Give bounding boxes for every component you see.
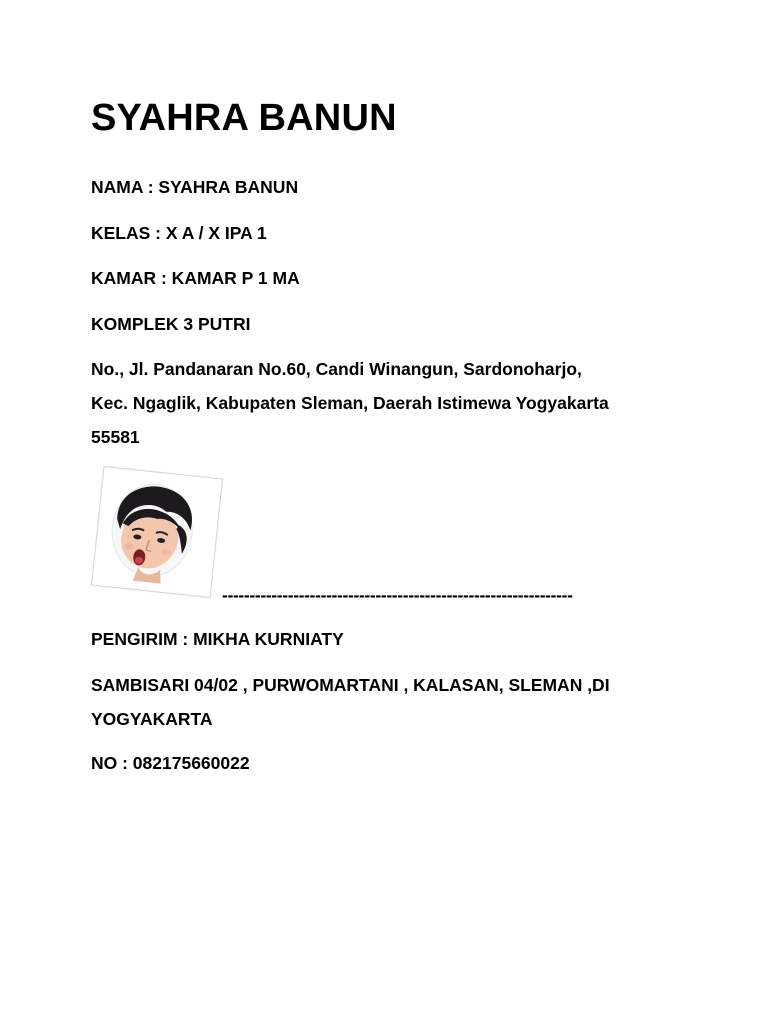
recipient-address <box>91 352 691 454</box>
sender-name: PENGIRIM : MIKHA KURNIATY <box>91 629 344 649</box>
sender-address-line: SAMBISARI 04/02 , PURWOMARTANI , KALASAN, SLEMAN ,DI <box>91 675 610 695</box>
recipient-name: NAMA : SYAHRA BANUN <box>91 177 299 197</box>
sender-address-line: YOGYAKARTA <box>91 709 213 729</box>
recipient-address-line: No., Jl. Pandanaran No.60, Candi Winangun, Sardonoharjo, <box>91 359 582 379</box>
document-title: SYAHRA BANUN <box>91 97 397 139</box>
face-sticker-photo <box>91 466 223 598</box>
recipient-address-line: Kec. Ngaglik, Kabupaten Sleman, Daerah Istimewa Yogyakarta <box>91 393 609 413</box>
recipient-class: KELAS : X A / X IPA 1 <box>91 223 267 243</box>
recipient-address-line: 55581 <box>91 427 140 447</box>
face-sticker-photo-icon <box>92 467 222 597</box>
sender-address <box>91 668 691 736</box>
sender-phone: NO : 082175660022 <box>91 753 250 773</box>
recipient-complex: KOMPLEK 3 PUTRI <box>91 314 251 334</box>
separator-line: ---------------------------------------------------------------- <box>222 585 573 605</box>
recipient-room: KAMAR : KAMAR P 1 MA <box>91 268 300 288</box>
